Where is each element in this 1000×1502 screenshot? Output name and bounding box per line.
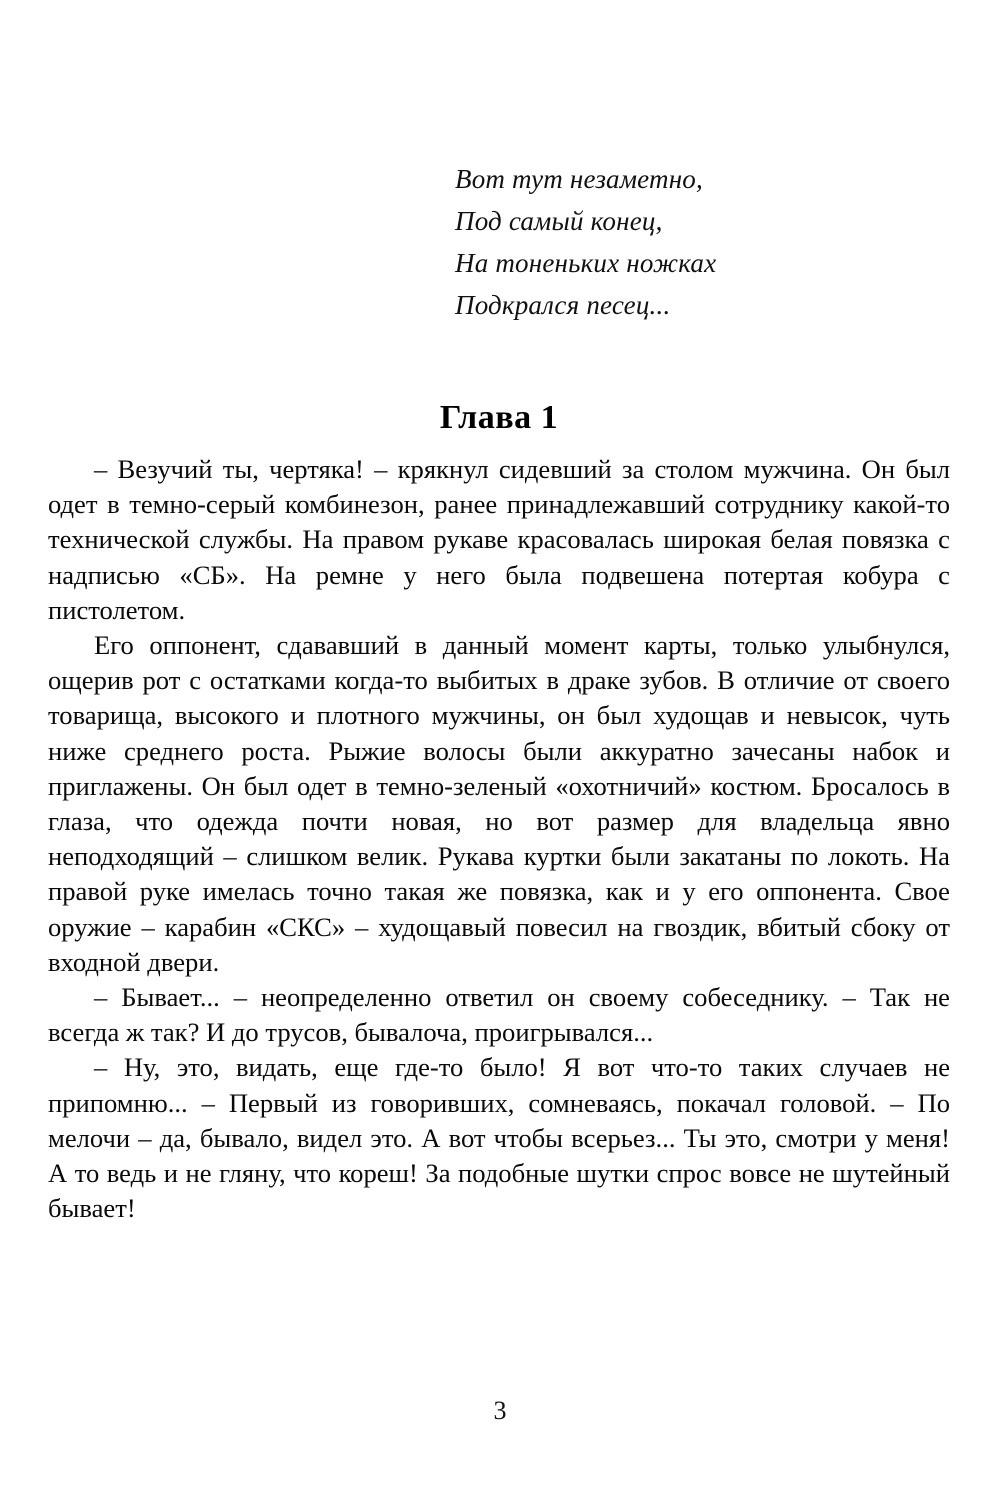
- epigraph-line-1: Вот тут незаметно,: [455, 164, 703, 194]
- paragraph: – Ну, это, видать, еще где-то было! Я вот что-то таких случаев не припомню... – Первый из говоривших, сомневаясь, покачал головой. – По мелочи – да, бывало, видел это. А вот чтобы всерьез... Ты это, смотри у меня! А то ведь и не гляну, что кореш! За подобные шутки спрос вовсе не шутейный бывает!: [48, 1052, 950, 1224]
- paragraph: Его оппонент, сдававший в данный момент карты, только улыбнулся, ощерив рот с остатками когда-то выбитых в драке зубов. В отличие от своего товарища, высокого и плотного мужчины, он был худощав и невысок, чуть ниже среднего роста. Рыжие волосы были аккуратно зачесаны набок и приглажены. Он был одет в темно-зеленый «охотничий» костюм. Бросалось в глаза, что одежда почти новая, но вот размер для владельца явно неподходящий – слишком велик. Рукава куртки были закатаны по локоть. На правой руке имелась точно такая же повязка, как и у его оппонента. Свое оружие – карабин «СКС» – худощавый повесил на гвоздик, вбитый сбоку от входной двери.: [48, 630, 950, 977]
- page-number: 3: [493, 1396, 507, 1425]
- chapter-heading: Глава 1: [439, 398, 559, 436]
- body-text: [48, 452, 950, 1226]
- epigraph-line-2: Под самый конец,: [455, 206, 663, 236]
- paragraph: – Бывает... – неопределенно ответил он своему собеседнику. – Так не всегда ж так? И до трусов, бывалоча, проигрывался...: [48, 982, 950, 1048]
- epigraph-line-4: Подкрался песец...: [455, 290, 671, 320]
- paragraph: – Везучий ты, чертяка! – крякнул сидевший за столом мужчина. Он был одет в темно-серый комбинезон, ранее принадлежавший сотруднику какой-то технической службы. На правом рукаве красовалась широкая белая повязка с надписью «СБ». На ремне у него была подвешена потертая кобура с пистолетом.: [48, 454, 950, 625]
- epigraph: [455, 158, 915, 326]
- epigraph-line-3: На тоненьких ножках: [455, 248, 717, 278]
